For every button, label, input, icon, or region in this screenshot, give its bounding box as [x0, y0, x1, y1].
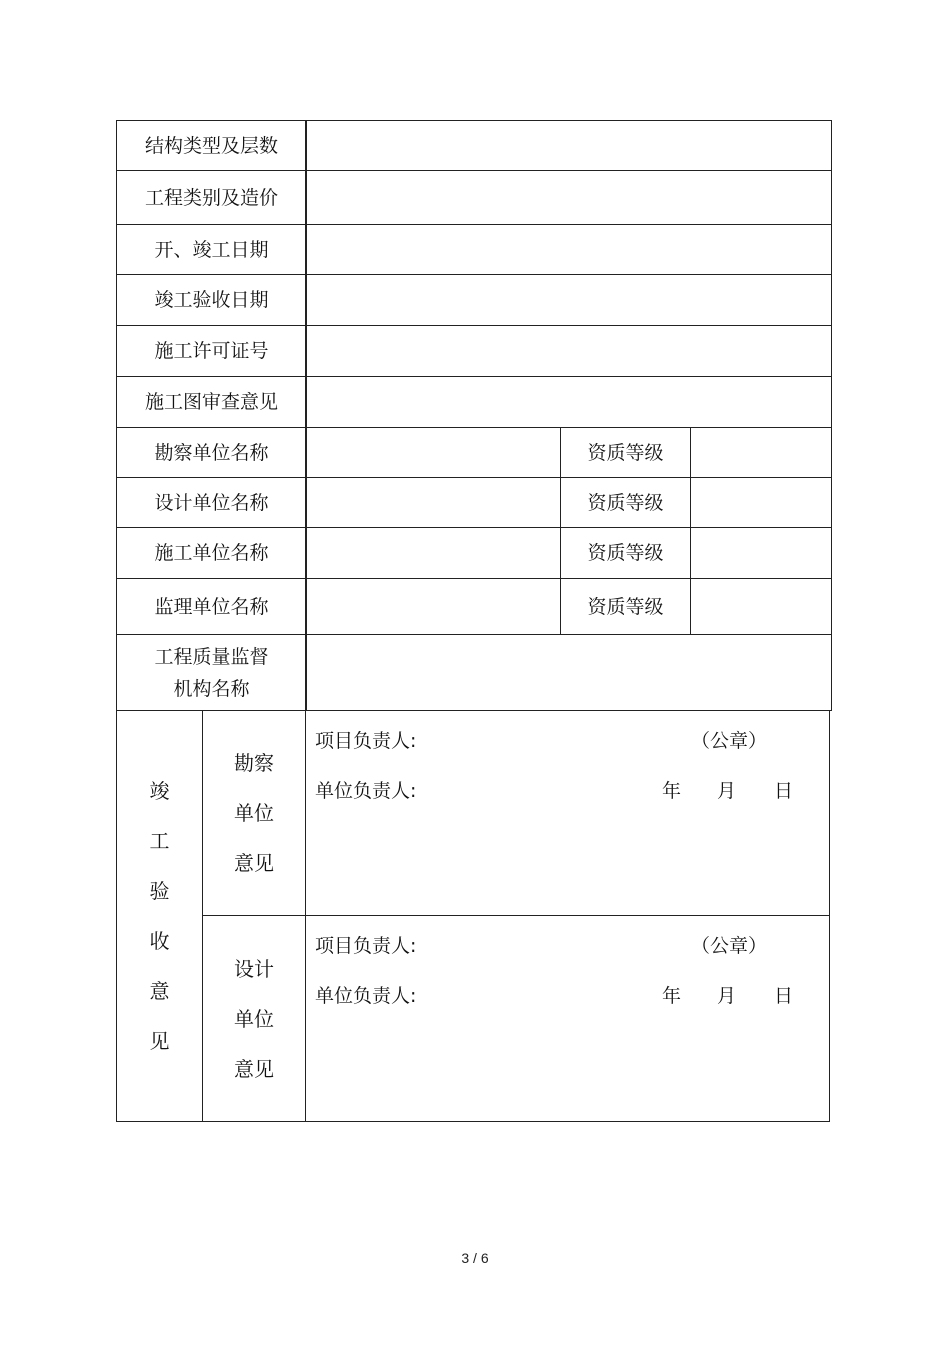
row-label-text: 竣工验收日期 [154, 289, 269, 311]
row-label-acceptance-date [116, 274, 307, 326]
group-char: 竣 [149, 779, 170, 803]
month-label: 月 [717, 985, 737, 1007]
acceptance-group-label [116, 710, 203, 1122]
day-label: 日 [774, 985, 794, 1007]
supervision-line-1: 工程质量监督 [154, 645, 269, 668]
grade-label-text: 资质等级 [587, 595, 664, 618]
unit-label-design [116, 477, 307, 528]
unit-label-survey [116, 427, 307, 478]
unit-label-text: 监理单位名称 [154, 595, 269, 618]
group-char: 见 [149, 1029, 170, 1053]
row-label-category [116, 170, 307, 225]
row-label-text: 施工图审查意见 [144, 391, 278, 413]
unit-lead-label: 单位负责人: [315, 780, 417, 802]
row-value-dates[interactable] [305, 224, 832, 275]
design-opinion-vertical-text [234, 944, 274, 1094]
month-label: 月 [717, 780, 737, 802]
project-lead-label: 项目负责人: [315, 935, 417, 957]
group-char: 工 [149, 829, 170, 853]
row-label-permit [116, 325, 307, 377]
section-label-line: 单位 [234, 801, 274, 825]
section-label-line: 设计 [234, 956, 274, 981]
design-opinion-box[interactable] [305, 915, 830, 1122]
unit-label-construction [116, 527, 307, 579]
grade-value-supervisor[interactable] [690, 578, 832, 635]
unit-label-text: 设计单位名称 [154, 491, 269, 514]
unit-value-supervisor[interactable] [305, 578, 561, 635]
survey-opinion-box[interactable] [305, 710, 830, 916]
section-label-line: 意见 [234, 1056, 274, 1081]
row-value-acceptance-date[interactable] [305, 274, 832, 326]
row-value-drawing-review[interactable] [305, 376, 832, 428]
group-char: 验 [149, 879, 170, 903]
group-char: 意 [149, 979, 170, 1003]
unit-value-construction[interactable] [305, 527, 561, 579]
supervision-label [116, 634, 307, 711]
unit-label-text: 勘察单位名称 [154, 441, 269, 464]
row-value-category[interactable] [305, 170, 832, 225]
unit-label-supervisor [116, 578, 307, 635]
acceptance-group-vertical-text [150, 766, 170, 1066]
grade-label-survey [560, 427, 691, 478]
project-lead-label: 项目负责人: [315, 730, 417, 752]
row-label-text: 结构类型及层数 [144, 134, 278, 157]
row-value-permit[interactable] [305, 325, 832, 377]
grade-value-construction[interactable] [690, 527, 832, 579]
grade-label-construction [560, 527, 691, 579]
grade-value-survey[interactable] [690, 427, 832, 478]
section-label-line: 意见 [234, 851, 274, 875]
year-label: 年 [662, 985, 682, 1007]
grade-label-text: 资质等级 [587, 542, 664, 564]
row-label-dates [116, 224, 307, 275]
row-value-structure[interactable] [305, 120, 832, 171]
supervision-value[interactable] [305, 634, 832, 711]
year-label: 年 [662, 780, 682, 802]
unit-lead-label: 单位负责人: [315, 985, 417, 1007]
unit-label-text: 施工单位名称 [154, 542, 269, 564]
row-label-text: 工程类别及造价 [144, 186, 278, 209]
unit-value-survey[interactable] [305, 427, 561, 478]
grade-label-text: 资质等级 [587, 441, 664, 464]
row-label-structure [116, 120, 307, 171]
survey-opinion-vertical-text [234, 738, 274, 888]
day-label: 日 [774, 780, 794, 802]
grade-label-supervisor [560, 578, 691, 635]
page-number: 3 / 6 [461, 1250, 489, 1266]
grade-label-text: 资质等级 [587, 491, 664, 514]
supervision-line-2: 机构名称 [173, 677, 250, 700]
row-label-text: 施工许可证号 [154, 340, 269, 362]
grade-value-design[interactable] [690, 477, 832, 528]
supervision-label-lines [154, 641, 268, 705]
unit-value-design[interactable] [305, 477, 561, 528]
group-char: 收 [149, 929, 170, 953]
survey-opinion-label [202, 710, 306, 916]
section-label-line: 单位 [234, 1006, 274, 1031]
row-label-text: 开、竣工日期 [154, 238, 269, 261]
seal-label: （公章） [691, 730, 768, 752]
row-label-drawing-review [116, 376, 307, 428]
seal-label: （公章） [691, 935, 768, 957]
grade-label-design [560, 477, 691, 528]
design-opinion-label [202, 915, 306, 1122]
section-label-line: 勘察 [234, 751, 274, 775]
